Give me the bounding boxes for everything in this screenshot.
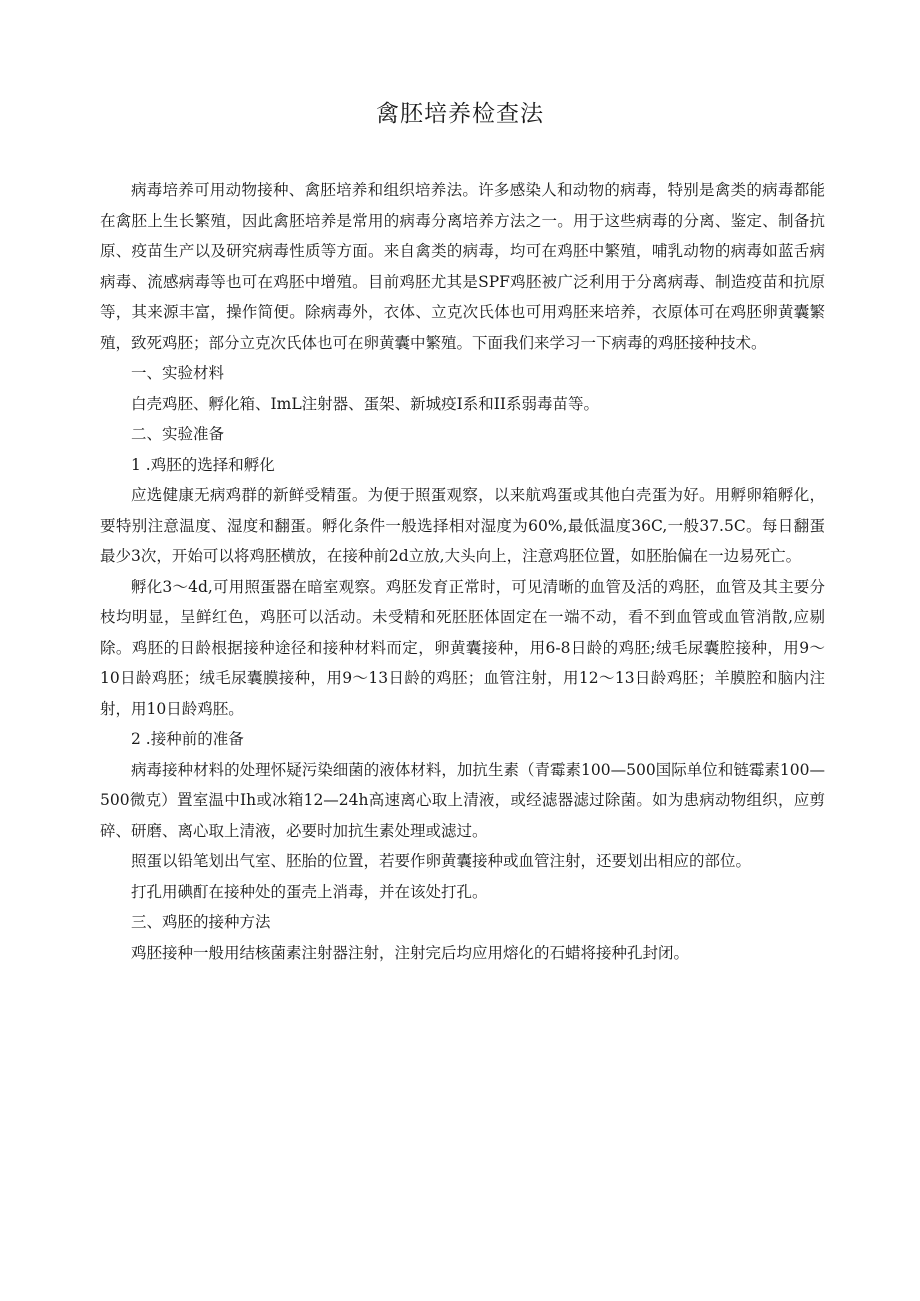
incubation-paragraph: 孵化3～4d,可用照蛋器在暗室观察。鸡胚发育正常时，可见清晰的血管及活的鸡胚，血管及其主要分枝均明显，呈鲜红色，鸡胚可以活动。未受精和死胚胚体固定在一端不动，看不到血管或血管消散,应剔除。鸡胚的日龄根据接种途径和接种材料而定，卵黄囊接种，用6-8日龄的鸡胚;绒毛尿囊腔接种，用9～10日龄鸡胚；绒毛尿囊膜接种，用9～13日龄的鸡胚；血管注射，用12～13日龄鸡胚；羊膜腔和脑内注射，用10日龄鸡胚。 [100, 577, 825, 718]
inoculation-paragraph: 鸡胚接种一般用结核菌素注射器注射，注射完后均应用熔化的石蜡将接种孔封闭。 [131, 943, 690, 962]
document-body [100, 175, 825, 968]
candling-paragraph: 照蛋以铅笔划出气室、胚胎的位置，若要作卵黄囊接种或血管注射，还要划出相应的部位。 [131, 852, 752, 870]
subheading-embryo-selection: 1 .鸡胚的选择和孵化 [131, 455, 275, 474]
material-treatment-paragraph: 病毒接种材料的处理怀疑污染细菌的液体材料，加抗生素（青霉素100—500国际单位和链霉素100—500微克）置室温中Ih或冰箱12—24h高速离心取上清液，或经滤器滤过除菌。如为患病动物组织，应剪碎、研磨、离心取上清液，必要时加抗生素处理或滤过。 [100, 760, 825, 840]
intro-paragraph: 病毒培养可用动物接种、禽胚培养和组织培养法。许多感染人和动物的病毒，特别是禽类的病毒都能在禽胚上生长繁殖，因此禽胚培养是常用的病毒分离培养方法之一。用于这些病毒的分离、鉴定、制备抗原、疫苗生产以及研究病毒性质等方面。来自禽类的病毒，均可在鸡胚中繁殖，哺乳动物的病毒如蓝舌病病毒、流感病毒等也可在鸡胚中增殖。目前鸡胚尤其是SPF鸡胚被广泛利用于分离病毒、制造疫苗和抗原等，其来源丰富，操作简便。除病毒外，衣体、立克次氏体也可用鸡胚来培养，衣原体可在鸡胚卵黄囊繁殖，致死鸡胚；部分立克次氏体也可在卵黄囊中繁殖。下面我们来学习一下病毒的鸡胚接种技术。 [100, 181, 825, 352]
embryo-selection-paragraph: 应选健康无病鸡群的新鲜受精蛋。为便于照蛋观察，以来航鸡蛋或其他白壳蛋为好。用孵卵箱孵化，要特别注意温度、湿度和翻蛋。孵化条件一般选择相对湿度为60%,最低温度36C,一般37.5C。每日翻蛋最少3次，开始可以将鸡胚横放，在接种前2d立放,大头向上，注意鸡胚位置，如胚胎偏在一边易死亡。 [100, 486, 825, 565]
materials-paragraph: 白壳鸡胚、孵化箱、ImL注射器、蛋架、新城疫I系和II系弱毒苗等。 [131, 394, 599, 413]
section-heading-preparation: 二、实验准备 [131, 425, 225, 443]
document-title: 禽胚培养检查法 [376, 101, 544, 127]
section-heading-inoculation: 三、鸡胚的接种方法 [131, 913, 271, 931]
subheading-pre-inoculation: 2 .接种前的准备 [131, 730, 244, 748]
section-heading-materials: 一、实验材料 [131, 364, 225, 382]
drilling-paragraph: 打孔用碘酊在接种处的蛋壳上消毒，并在该处打孔。 [131, 882, 488, 901]
